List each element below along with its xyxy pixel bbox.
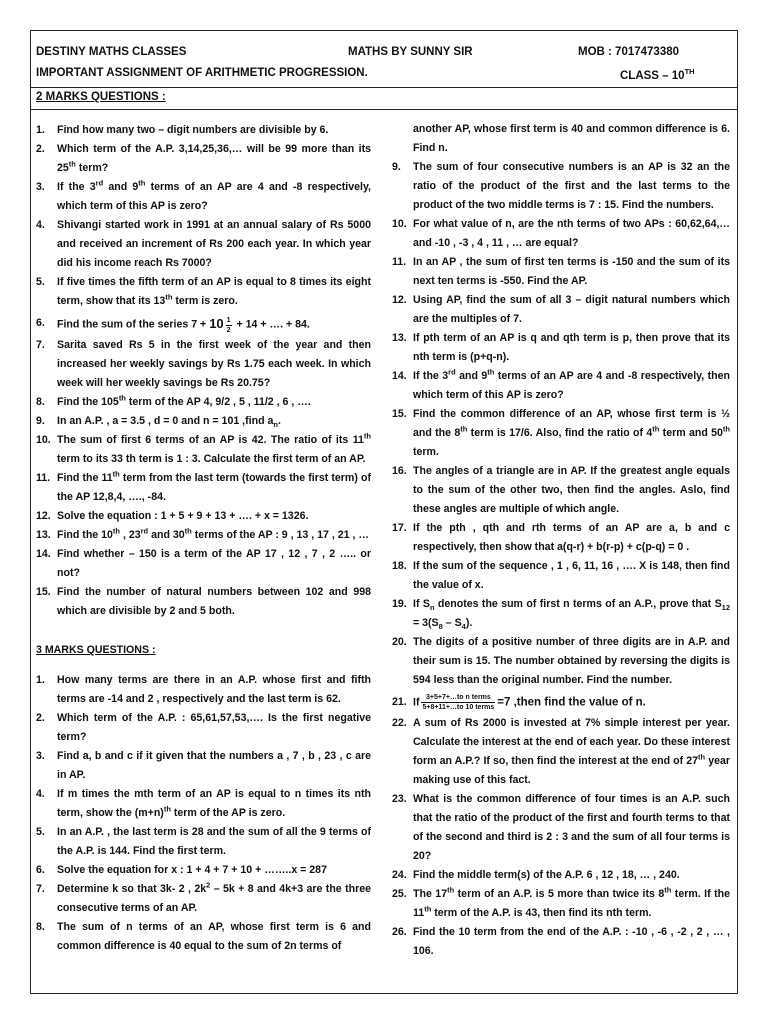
question-3m-4: 4. If m times the mth term of an AP is equal to n times its nth term, show the $(m+n)^{th}$ term of the AP is zero. (36, 788, 371, 819)
class-label: CLASS – 10TH (620, 67, 695, 82)
question-2m-15: 15. Find the number of natural numbers between 102 and 998 which are divisible by 2 and 5 both. (36, 586, 371, 617)
question-3m-14: 14. If the 3rd and 9th terms of an AP are 4 and -8 respectively, then which term of this AP is zero? (392, 367, 730, 401)
question-3m-9: 9. The sum of four consecutive numbers is an AP is 32 an the ratio of the product of the first and the last terms to the product of the two middle terms is 7 : 15. Find the numbers. (392, 161, 730, 211)
question-3m-17: 17. If the pth , qth and rth terms of an AP are a, b and c respectively, then show that a(q-r) + b(r-p) + c(p-q) = 0 . (392, 522, 730, 553)
question-3m-2: 2. Which term of the A.P. : 65,61,57,53,…. Is the first negative term? (36, 712, 371, 743)
question-3m-19: 19. If $S_n$ denotes the sum of first n terms of an A.P., prove that $S_{12} = 3(S_8 - S_4)$. (392, 598, 731, 632)
question-2m-3: 3. If the 3rd and 9th terms of an AP are 4 and -8 respectively, which term of this AP is zero? (36, 178, 372, 212)
question-2m-4: 4. Shivangi started work in 1991 at an annual salary of Rs 5000 and received an increment of Rs 200 each year. In which year did his income reach Rs 7000? (36, 219, 371, 269)
question-3m-1: 1. How many terms are there in an A.P. whose first and fifth terms are -14 and 2 , respectively and the last term is 62. (36, 674, 371, 705)
question-2m-2: 2. Which term of the A.P. 3,14,25,36,… will be 99 more than its 25th term? (36, 143, 371, 174)
question-3m-21: 21. If $\frac{\text{3+5+7+…to n terms}}{\text{5+8+11+…to 10 terms}}$ =7 ,then find the value of n. (392, 694, 646, 711)
question-3m-13: 13. If pth term of an AP is q and qth term is p, then prove that its nth term is (p+q-n). (392, 332, 730, 363)
right-column (392, 120, 730, 961)
question-3m-25: 25. The 17th term of an A.P. is 5 more than twice its 8th term. If the 11th term of the A.P. is 43, then find its nth term. (392, 885, 730, 920)
header-divider (31, 87, 737, 88)
question-3m-6: 6. Solve the equation for x : 1 + 4 + 7 + 10 + ……..x = 287 (36, 864, 327, 876)
question-3m-20: 20. The digits of a positive number of three digits are in A.P. and their sum is 15. The number obtained by reversing the digits is 594 less than the original number. Find the number. (392, 636, 730, 686)
question-3m-10: 10. For what value of n, are the nth terms of two APs : 60,62,64,… and -10 , -3 , 4 , 11 , … are equal? (392, 218, 730, 249)
teacher-name: MATHS BY SUNNY SIR (348, 46, 473, 58)
question-3m-11: 11. In an AP , the sum of first ten terms is -150 and the sum of its next ten terms is -550. Find the AP. (392, 256, 730, 287)
fraction-expression: $\frac{\text{3+5+7+…to n terms}}{\text{5+8+11+…to 10 terms}}$ (422, 694, 495, 711)
question-3m-3: 3. Find a, b and c if it given that the numbers a , 7 , b , 23 , c are in AP. (36, 750, 371, 781)
question-3m-23: 23. What is the common difference of four times is an A.P. such that the ratio of the product of the first and fourth terms to that of the second and third is 2 : 3 and the sum of all four terms is 20? (392, 793, 730, 863)
question-3m-16: 16. The angles of a triangle are in AP. If the greatest angle equals to the sum of the other two, then find the angles. Aslo, find these angles are multiple of which angle. (392, 465, 730, 515)
question-3m-15: 15. Find the common difference of an AP, whose first term is ½ and the 8th term is 17/6. Also, find the ratio of 4th term and 50th term. (392, 408, 730, 458)
question-2m-7: 7. Sarita saved Rs 5 in the first week of the year and then increased her weekly savings by Rs 1.75 each week. In which week will her weekly savings be Rs 20.75? (36, 339, 371, 389)
question-2m-9: 9. In an A.P. , a = 3.5 , d = 0 and n = 101 ,find $a_n$. (36, 415, 281, 430)
section-heading-3-marks: 3 MARKS QUESTIONS : (36, 644, 156, 656)
question-3m-22: 22. A sum of Rs 2000 is invested at 7% simple interest per year. Calculate the interest at the end of each year. Do these interest form an A.P.? If so, then find the interest at the end of 27th year making use of this fact. (392, 717, 730, 787)
question-3m-12: 12. Using AP, find the sum of all 3 – digit natural numbers which are the multiples of 7. (392, 294, 730, 325)
question-2m-6: 6. Find the sum of the series 7 + 10 $\frac{1}{2}$ + 14 + …. + 84. (36, 316, 310, 334)
section-heading-2-marks: 2 MARKS QUESTIONS : (36, 91, 166, 103)
section-divider (31, 109, 737, 110)
mixed-fraction: 10 $\frac{1}{2}$ (209, 316, 231, 334)
left-column (36, 121, 371, 956)
question-2m-1: 1. Find how many two – digit numbers are divisible by 6. (36, 124, 329, 136)
question-2m-12: 12. Solve the equation : 1 + 5 + 9 + 13 + …. + x = 1326. (36, 510, 309, 522)
question-3m-7: 7. Determine k so that 3k- 2 , $2k^2 - 5k + 8$ and 4k+3 are the three consecutive terms of an AP. (36, 880, 371, 914)
question-3m-24: 24. Find the middle term(s) of the A.P. 6 , 12 , 18, … , 240. (392, 869, 680, 882)
question-2m-8: 8. Find the 105th term of the AP 4, 9/2 , 5 , 11/2 , 6 , …. (36, 393, 311, 408)
question-2m-10: 10. The sum of first 6 terms of an AP is 42. The ratio of its 11th term to its 33 th term is 1 : 3. Calculate the first term of an AP. (36, 431, 371, 465)
institute-name: DESTINY MATHS CLASSES (36, 46, 187, 58)
question-3m-8-continued: another AP, whose first term is 40 and common difference is 6. Find n. (413, 123, 730, 154)
question-2m-11: 11. Find the 11th term from the last term (towards the first term) of the AP 12,8,4, …., -84. (36, 469, 371, 503)
question-3m-8: 8. The sum of n terms of an AP, whose first term is 6 and common difference is 40 equal to the sum of 2n terms of (36, 921, 371, 952)
question-2m-5: 5. If five times the fifth term of an AP is equal to 8 times its eight term, show that its 13th term is zero. (36, 276, 371, 307)
question-3m-5: 5. In an A.P. , the last term is 28 and the sum of all the 9 terms of the A.P. is 144. Find the first term. (36, 826, 371, 857)
mobile-number: MOB : 7017473380 (578, 46, 680, 58)
assignment-title: IMPORTANT ASSIGNMENT OF ARITHMETIC PROGRESSION. (36, 67, 368, 79)
question-3m-26: 26. Find the 10 term from the end of the A.P. : -10 , -6 , -2 , 2 , … , 106. (392, 926, 730, 958)
question-2m-13: 13. Find the 10th , 23rd and 30th terms of the AP : 9 , 13 , 17 , 21 , … (36, 526, 369, 541)
question-3m-18: 18. If the sum of the sequence , 1 , 6, 11, 16 , …. X is 148, then find the value of x. (392, 560, 730, 591)
question-2m-14: 14. Find whether – 150 is a term of the AP 17 , 12 , 7 , 2 ….. or not? (36, 548, 371, 579)
